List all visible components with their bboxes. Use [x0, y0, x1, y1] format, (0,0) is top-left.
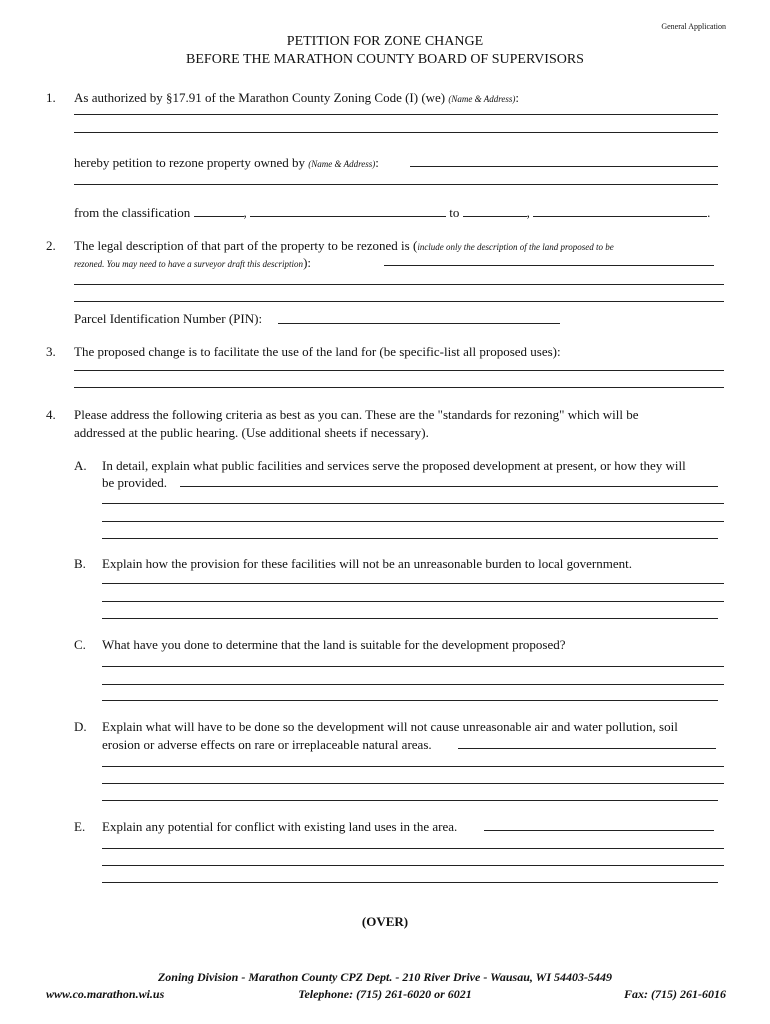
q4d-line-4[interactable]: [102, 800, 718, 801]
footer-address: Zoning Division - Marathon County CPZ Dept. - 210 River Drive - Wausau, WI 54403-5449: [157, 970, 613, 984]
pin-field[interactable]: [278, 323, 560, 324]
q4e-text: Explain any potential for conflict with existing land uses in the area.: [102, 819, 458, 834]
q4e-line-1[interactable]: [484, 830, 714, 831]
q4d-line-3[interactable]: [102, 783, 724, 784]
from-code-field[interactable]: [194, 205, 244, 217]
q2-hint: include only the description of the land proposed to be: [417, 242, 614, 252]
q2-hint-close: ):: [303, 255, 312, 270]
q4e-letter: E.: [74, 819, 86, 834]
q1-prompt: As authorized by §17.91 of the Marathon County Zoning Code (I) (we): [74, 90, 446, 105]
q4c-text: What have you done to determine that the land is suitable for the development proposed?: [102, 637, 566, 652]
classification-period: .: [707, 205, 711, 220]
q1-number: 1.: [46, 90, 56, 105]
footer-website[interactable]: www.co.marathon.wi.us: [46, 987, 165, 1001]
q4a-line-1[interactable]: [180, 486, 718, 487]
q4b-line-1[interactable]: [102, 583, 724, 584]
q1-petition-colon: :: [375, 155, 379, 170]
from-description-field[interactable]: [250, 205, 446, 217]
q4-text-2: addressed at the public hearing. (Use additional sheets if necessary).: [74, 425, 429, 440]
footer-telephone: Telephone: (715) 261-6020 or 6021: [298, 987, 472, 1001]
q4b-text: Explain how the provision for these facilities will not be an unreasonable burden to local government.: [102, 556, 632, 571]
to-code-field[interactable]: [463, 205, 527, 217]
q4e-line-2[interactable]: [102, 848, 724, 849]
q4a-text-2: be provided.: [102, 475, 167, 490]
q3-line-1[interactable]: [74, 370, 724, 371]
q4e-line-3[interactable]: [102, 865, 724, 866]
q2-number: 2.: [46, 238, 56, 253]
q4e-line-4[interactable]: [102, 882, 718, 883]
q4b-line-3[interactable]: [102, 618, 718, 619]
q4d-text-2: erosion or adverse effects on rare or irreplaceable natural areas.: [102, 737, 432, 752]
q1-line-2[interactable]: [74, 132, 718, 133]
q4d-letter: D.: [74, 719, 87, 734]
q4c-line-3[interactable]: [102, 700, 718, 701]
owner-address-line[interactable]: [74, 184, 718, 185]
q1-hint: (Name & Address): [448, 94, 516, 104]
q4a-text-1: In detail, explain what public facilities and services serve the proposed development at present, or how they will: [102, 458, 686, 473]
form-type-tag: General Application: [661, 22, 726, 31]
q4c-letter: C.: [74, 637, 86, 652]
q4c-line-2[interactable]: [102, 684, 724, 685]
q1-text: [74, 90, 519, 107]
q1-petition-row: [74, 155, 379, 172]
q2-hint-row: [74, 255, 311, 272]
q4d-line-2[interactable]: [102, 766, 724, 767]
q4b-letter: B.: [74, 556, 86, 571]
q1-line-1[interactable]: [74, 114, 718, 115]
from-comma: ,: [243, 205, 247, 220]
q4a-line-2[interactable]: [102, 503, 724, 504]
legal-description-line-3[interactable]: [74, 301, 724, 302]
q4-number: 4.: [46, 407, 56, 422]
form-subtitle: BEFORE THE MARATHON COUNTY BOARD OF SUPERVISORS: [186, 52, 584, 67]
to-label: to: [449, 205, 460, 220]
q4a-line-4[interactable]: [102, 538, 718, 539]
q4d-text-1: Explain what will have to be done so the development will not cause unreasonable air and water pollution, soil: [102, 719, 678, 734]
q4d-line-1[interactable]: [458, 748, 716, 749]
classification-row: [74, 205, 710, 221]
q1-petition-hint: (Name & Address): [308, 159, 376, 169]
footer-fax: Fax: (715) 261-6016: [624, 987, 726, 1001]
q2-text: [74, 238, 614, 255]
q2-prompt: The legal description of that part of the property to be rezoned is: [74, 238, 410, 253]
pin-label: Parcel Identification Number (PIN):: [74, 311, 263, 326]
legal-description-field[interactable]: [384, 265, 714, 266]
q3-text: The proposed change is to facilitate the use of the land for (be specific-list all proposed uses):: [74, 344, 561, 359]
to-description-field[interactable]: [533, 205, 707, 217]
q4a-letter: A.: [74, 458, 87, 473]
q2-hint-open: (: [412, 238, 418, 253]
q1-colon: :: [515, 90, 520, 105]
q3-line-2[interactable]: [74, 387, 724, 388]
q2-hint-2: rezoned. You may need to have a surveyor draft this description: [74, 259, 304, 269]
q4-text-1: Please address the following criteria as best as you can. These are the "standards for rezoning" which will be: [74, 407, 639, 422]
form-title: PETITION FOR ZONE CHANGE: [286, 34, 484, 49]
classification-from-label: from the classification: [74, 205, 191, 220]
legal-description-line-2[interactable]: [74, 284, 724, 285]
to-comma: ,: [526, 205, 530, 220]
owner-name-field[interactable]: [410, 166, 718, 167]
q4a-line-3[interactable]: [102, 521, 724, 522]
q3-number: 3.: [46, 344, 56, 359]
over-label: (OVER): [361, 914, 409, 929]
q4c-line-1[interactable]: [102, 666, 724, 667]
q1-petition-text: hereby petition to rezone property owned by: [74, 155, 306, 170]
q4b-line-2[interactable]: [102, 601, 724, 602]
